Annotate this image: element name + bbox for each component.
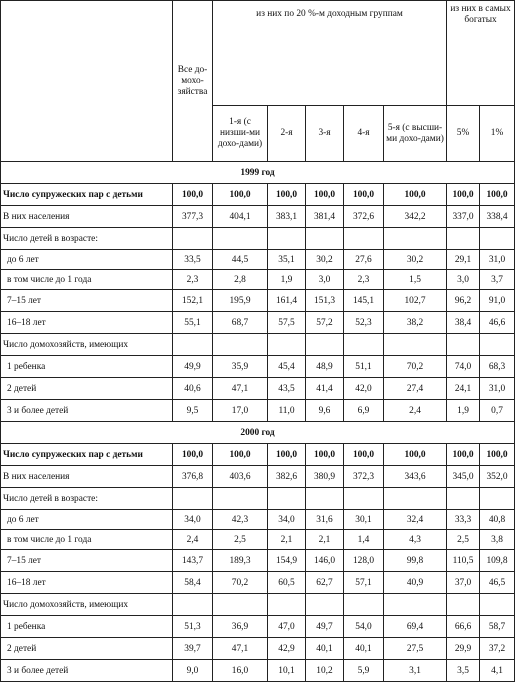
table-cell: 3,0: [306, 270, 344, 290]
table-cell: [173, 228, 213, 250]
row-label: 7–15 лет: [1, 290, 173, 312]
table-cell: 143,7: [173, 550, 213, 572]
table-cell: 100,0: [344, 184, 384, 206]
table-cell: 29,9: [447, 638, 480, 660]
table-cell: 3,8: [480, 530, 515, 550]
table-cell: 62,7: [306, 572, 344, 594]
row-label: Число домохозяйств, имеющих: [1, 594, 173, 616]
table-cell: 30,1: [344, 510, 384, 530]
table-cell: 38,4: [447, 312, 480, 334]
quintile-2-header: 2-я: [268, 106, 306, 162]
table-cell: 6,9: [344, 400, 384, 422]
table-cell: 4,1: [480, 660, 515, 682]
table-cell: 337,0: [447, 206, 480, 228]
table-cell: 49,9: [173, 356, 213, 378]
table-cell: [268, 228, 306, 250]
row-label: 3 и более детей: [1, 660, 173, 682]
table-cell: 31,6: [306, 510, 344, 530]
row-label: 7–15 лет: [1, 550, 173, 572]
table-cell: 91,0: [480, 290, 515, 312]
table-cell: [447, 228, 480, 250]
table-cell: 2,4: [173, 530, 213, 550]
table-row: [1, 206, 515, 228]
table-cell: 39,7: [173, 638, 213, 660]
row-label: 1 ребенка: [1, 356, 173, 378]
table-cell: 74,0: [447, 356, 480, 378]
table-cell: 37,2: [480, 638, 515, 660]
table-row: [1, 290, 515, 312]
table-cell: 372,3: [344, 466, 384, 488]
table-cell: 68,3: [480, 356, 515, 378]
table-cell: 34,0: [268, 510, 306, 530]
total-households-header: Все до-мохо-зяйства: [173, 1, 213, 162]
table-cell: 110,5: [447, 550, 480, 572]
table-cell: 42,9: [268, 638, 306, 660]
table-cell: [384, 334, 447, 356]
table-cell: 128,0: [344, 550, 384, 572]
table-cell: 0,7: [480, 400, 515, 422]
table-row: [1, 334, 515, 356]
table-cell: 380,9: [306, 466, 344, 488]
table-cell: [213, 228, 268, 250]
table-cell: 17,0: [213, 400, 268, 422]
table-cell: [173, 334, 213, 356]
quintile-5-header: 5-я (с высши-ми дохо-дами): [384, 106, 447, 162]
table-row: [1, 312, 515, 334]
table-cell: 100,0: [306, 184, 344, 206]
table-cell: 2,8: [213, 270, 268, 290]
table-row: [1, 356, 515, 378]
table-cell: 16,0: [213, 660, 268, 682]
table-cell: 31,0: [480, 250, 515, 270]
table-cell: 33,5: [173, 250, 213, 270]
table-cell: 3,0: [447, 270, 480, 290]
table-cell: 48,9: [306, 356, 344, 378]
table-cell: 100,0: [213, 184, 268, 206]
table-cell: [173, 488, 213, 510]
row-label: В них населения: [1, 466, 173, 488]
table-cell: [447, 334, 480, 356]
table-cell: 11,0: [268, 400, 306, 422]
table-cell: 377,3: [173, 206, 213, 228]
table-cell: [344, 488, 384, 510]
table-cell: [344, 334, 384, 356]
top-5-percent-header: 5%: [447, 106, 480, 162]
table-cell: 49,7: [306, 616, 344, 638]
table-cell: 152,1: [173, 290, 213, 312]
table-cell: 161,4: [268, 290, 306, 312]
table-cell: 35,1: [268, 250, 306, 270]
table-row: [1, 550, 515, 572]
row-label: в том числе до 1 года: [1, 270, 173, 290]
table-cell: 3,1: [384, 660, 447, 682]
row-label: 16–18 лет: [1, 312, 173, 334]
table-cell: [480, 594, 515, 616]
table-cell: 100,0: [447, 444, 480, 466]
row-label: 3 и более детей: [1, 400, 173, 422]
table-cell: 96,2: [447, 290, 480, 312]
table-row: [1, 228, 515, 250]
table-cell: 27,6: [344, 250, 384, 270]
quintile-group-header: из них по 20 %-м доходным группам: [213, 1, 447, 106]
table-cell: 30,2: [306, 250, 344, 270]
table-cell: [306, 228, 344, 250]
table-cell: 35,9: [213, 356, 268, 378]
table-cell: 47,1: [213, 638, 268, 660]
table-cell: [213, 334, 268, 356]
table-cell: 109,8: [480, 550, 515, 572]
quintile-3-header: 3-я: [306, 106, 344, 162]
table-cell: 100,0: [480, 444, 515, 466]
table-cell: 27,5: [384, 638, 447, 660]
table-cell: [268, 488, 306, 510]
table-cell: 42,3: [213, 510, 268, 530]
table-row: [1, 530, 515, 550]
table-cell: 9,6: [306, 400, 344, 422]
table-cell: 41,4: [306, 378, 344, 400]
table-cell: 102,7: [384, 290, 447, 312]
row-label: 16–18 лет: [1, 572, 173, 594]
row-label: 2 детей: [1, 378, 173, 400]
table-cell: 44,5: [213, 250, 268, 270]
table-cell: 36,9: [213, 616, 268, 638]
table-cell: 100,0: [268, 184, 306, 206]
table-cell: 32,4: [384, 510, 447, 530]
table-cell: 47,1: [213, 378, 268, 400]
table-cell: 100,0: [306, 444, 344, 466]
table-row: [1, 466, 515, 488]
table-cell: 2,5: [447, 530, 480, 550]
table-cell: 9,5: [173, 400, 213, 422]
table-cell: 145,1: [344, 290, 384, 312]
table-cell: 99,8: [384, 550, 447, 572]
table-cell: 100,0: [344, 444, 384, 466]
table-cell: 100,0: [384, 184, 447, 206]
table-row: [1, 572, 515, 594]
table-cell: 38,2: [384, 312, 447, 334]
table-cell: 4,3: [384, 530, 447, 550]
row-label: 2 детей: [1, 638, 173, 660]
table-cell: 47,0: [268, 616, 306, 638]
table-cell: 33,3: [447, 510, 480, 530]
table-row: [1, 270, 515, 290]
table-cell: 69,4: [384, 616, 447, 638]
table-row: [1, 594, 515, 616]
table-cell: 10,1: [268, 660, 306, 682]
table-row: [1, 660, 515, 682]
table-cell: [306, 594, 344, 616]
table-cell: 55,1: [173, 312, 213, 334]
table-row: [1, 378, 515, 400]
table-cell: 58,4: [173, 572, 213, 594]
table-cell: 37,0: [447, 572, 480, 594]
table-row: [1, 444, 515, 466]
table-cell: 154,9: [268, 550, 306, 572]
table-row: [1, 184, 515, 206]
table-cell: [213, 594, 268, 616]
row-label: Число детей в возрасте:: [1, 228, 173, 250]
table-cell: 100,0: [447, 184, 480, 206]
table-cell: 57,1: [344, 572, 384, 594]
table-cell: 24,1: [447, 378, 480, 400]
table-cell: 40,8: [480, 510, 515, 530]
table-cell: 403,6: [213, 466, 268, 488]
table-cell: [344, 594, 384, 616]
table-cell: 2,1: [268, 530, 306, 550]
table-cell: [447, 594, 480, 616]
row-label: в том числе до 1 года: [1, 530, 173, 550]
table-cell: 46,6: [480, 312, 515, 334]
table-cell: [268, 334, 306, 356]
table-cell: 352,0: [480, 466, 515, 488]
row-label: Число детей в возрасте:: [1, 488, 173, 510]
table-cell: 40,1: [306, 638, 344, 660]
table-row: [1, 510, 515, 530]
table-cell: 60,5: [268, 572, 306, 594]
table-cell: 146,0: [306, 550, 344, 572]
table-cell: [480, 334, 515, 356]
table-cell: 381,4: [306, 206, 344, 228]
table-cell: 10,2: [306, 660, 344, 682]
table-cell: 40,6: [173, 378, 213, 400]
table-row: [1, 488, 515, 510]
table-cell: 34,0: [173, 510, 213, 530]
table-cell: 189,3: [213, 550, 268, 572]
table-cell: 40,9: [384, 572, 447, 594]
table-cell: 3,5: [447, 660, 480, 682]
table-cell: 376,8: [173, 466, 213, 488]
table-cell: 382,6: [268, 466, 306, 488]
table-cell: 343,6: [384, 466, 447, 488]
table-cell: 46,5: [480, 572, 515, 594]
table-cell: 404,1: [213, 206, 268, 228]
table-cell: 27,4: [384, 378, 447, 400]
year-2000-heading: 2000 год: [1, 422, 515, 444]
table-cell: 9,0: [173, 660, 213, 682]
table-cell: 57,2: [306, 312, 344, 334]
table-cell: 100,0: [173, 184, 213, 206]
quintile-4-header: 4-я: [344, 106, 384, 162]
table-cell: 52,3: [344, 312, 384, 334]
table-cell: 1,9: [268, 270, 306, 290]
table-cell: 383,1: [268, 206, 306, 228]
table-cell: [268, 594, 306, 616]
row-label: Число домохозяйств, имеющих: [1, 334, 173, 356]
table-cell: 1,5: [384, 270, 447, 290]
richest-group-header: из них в самых богатых: [447, 1, 515, 106]
table-cell: 1,4: [344, 530, 384, 550]
table-cell: 70,2: [213, 572, 268, 594]
table-cell: 3,7: [480, 270, 515, 290]
table-cell: 68,7: [213, 312, 268, 334]
table-cell: [344, 228, 384, 250]
table-cell: 342,2: [384, 206, 447, 228]
table-cell: 195,9: [213, 290, 268, 312]
table-cell: [480, 228, 515, 250]
table-cell: 345,0: [447, 466, 480, 488]
table-row: [1, 400, 515, 422]
quintile-1-header: 1-я (с низши-ми дохо-дами): [213, 106, 268, 162]
table-cell: 2,3: [344, 270, 384, 290]
year-1999-heading: 1999 год: [1, 162, 515, 184]
table-cell: 2,1: [306, 530, 344, 550]
stub-header: [1, 1, 173, 162]
table-cell: 51,1: [344, 356, 384, 378]
table-cell: [480, 488, 515, 510]
table-row: [1, 250, 515, 270]
table-cell: [173, 594, 213, 616]
table-cell: 5,9: [344, 660, 384, 682]
table-cell: 100,0: [480, 184, 515, 206]
table-cell: 54,0: [344, 616, 384, 638]
table-cell: 58,7: [480, 616, 515, 638]
table-cell: [384, 228, 447, 250]
table-row: [1, 616, 515, 638]
table-cell: 100,0: [384, 444, 447, 466]
table-cell: [384, 488, 447, 510]
table-cell: 43,5: [268, 378, 306, 400]
table-cell: 45,4: [268, 356, 306, 378]
table-cell: [384, 594, 447, 616]
table-cell: 29,1: [447, 250, 480, 270]
table-cell: 2,3: [173, 270, 213, 290]
row-label: Число супружеских пар с детьми: [1, 444, 173, 466]
row-label: до 6 лет: [1, 510, 173, 530]
table-cell: 57,5: [268, 312, 306, 334]
table-cell: 100,0: [173, 444, 213, 466]
table-cell: 100,0: [268, 444, 306, 466]
table-cell: 70,2: [384, 356, 447, 378]
row-label: 1 ребенка: [1, 616, 173, 638]
row-label: В них населения: [1, 206, 173, 228]
table-cell: 40,1: [344, 638, 384, 660]
table-cell: 2,5: [213, 530, 268, 550]
top-1-percent-header: 1%: [480, 106, 515, 162]
table-cell: 372,6: [344, 206, 384, 228]
table-cell: 2,4: [384, 400, 447, 422]
table-cell: 42,0: [344, 378, 384, 400]
table-cell: 151,3: [306, 290, 344, 312]
table-cell: [306, 488, 344, 510]
table-cell: 338,4: [480, 206, 515, 228]
table-cell: 100,0: [213, 444, 268, 466]
table-cell: [306, 334, 344, 356]
row-label: до 6 лет: [1, 250, 173, 270]
table-cell: 30,2: [384, 250, 447, 270]
table-cell: 1,9: [447, 400, 480, 422]
table-cell: [447, 488, 480, 510]
table-cell: 66,6: [447, 616, 480, 638]
table-cell: 31,0: [480, 378, 515, 400]
table-row: [1, 638, 515, 660]
row-label: Число супружеских пар с детьми: [1, 184, 173, 206]
table-cell: [213, 488, 268, 510]
table-cell: 51,3: [173, 616, 213, 638]
